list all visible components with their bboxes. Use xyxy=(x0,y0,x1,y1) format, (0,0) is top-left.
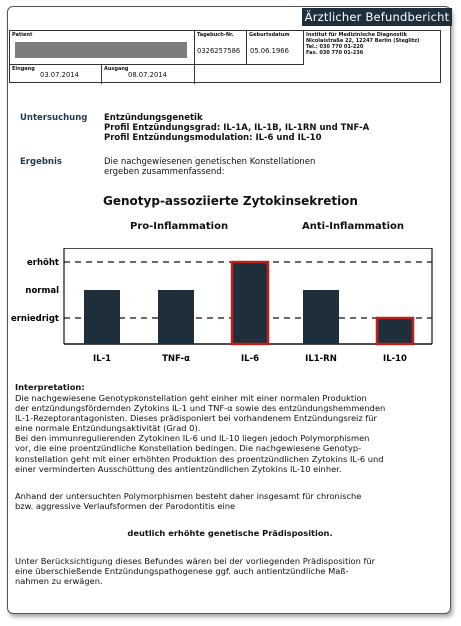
interpretation-line: der entzündungsfördernden Zytokins IL-1 und TNF-α sowie des entzündungshemmenden xyxy=(15,403,386,413)
tagebuch-cell xyxy=(195,31,247,65)
institute-cell xyxy=(304,31,442,84)
ergebnis-label: Ergebnis xyxy=(20,157,62,167)
interpretation-line: Die nachgewiesene Genotypkonstellation geht einher mit einer normalen Produktion xyxy=(15,393,367,403)
patient-header-table xyxy=(9,30,441,83)
category-label: IL-6 xyxy=(240,354,260,364)
ausgang-cell xyxy=(102,65,195,84)
recommendation-line: Unter Berücksichtigung dieses Befundes wären bei der vorliegenden Prädisposition für xyxy=(15,556,376,566)
level-label: normal xyxy=(25,286,59,296)
level-label: erhöht xyxy=(27,258,59,268)
conclusion-emphasis: deutlich erhöhte genetische Prädisposition. xyxy=(127,528,333,538)
tagebuch-label: Tagebuch-Nr. xyxy=(197,32,234,38)
patient-name-redacted xyxy=(15,42,187,58)
group-label-pro: Pro-Inflammation xyxy=(130,221,229,232)
level-label: erniedrigt xyxy=(10,314,59,324)
patient-label: Patient xyxy=(12,32,33,38)
category-label: TNF-α xyxy=(162,354,190,364)
untersuchung-label: Untersuchung xyxy=(20,113,88,123)
chart-bar xyxy=(158,290,194,344)
patient-cell xyxy=(10,31,195,65)
chart-bar xyxy=(303,290,339,344)
ausgang-value: 08.07.2014 xyxy=(128,71,167,79)
category-label: IL-10 xyxy=(383,354,407,364)
interpretation-line: einer verminderten Ausschüttung des antientzündlichen Zytokins IL-10 einher. xyxy=(15,464,342,474)
geburt-cell xyxy=(247,31,304,65)
eingang-label: Eingang xyxy=(12,66,35,72)
interpretation-line: IL-1-Rezeptorantagonisten. Dieses prädisponiert bei vorhandenem Entzündungsreiz für xyxy=(15,413,377,423)
ausgang-label: Ausgang xyxy=(104,66,129,72)
conclusion-line: bzw. aggressive Verlaufsformen der Parodontitis eine xyxy=(15,501,236,511)
institute-line-2: Nicolaistraße 22, 12247 Berlin (Steglitz) xyxy=(306,38,420,44)
chart-title: Genotyp-assoziierte Zytokinsekretion xyxy=(103,194,358,208)
cytokine-chart xyxy=(0,248,461,388)
untersuchung-line-1: Entzündungsgenetik xyxy=(104,113,203,123)
institute-line-3: Tel.: 030 770 01-220 xyxy=(306,44,364,50)
interpretation-line: eine normale Entzündungsaktivität (Grad 0). xyxy=(15,423,201,433)
category-label: IL-1 xyxy=(92,354,112,364)
conclusion-line: Anhand der untersuchten Polymorphismen besteht daher insgesamt für chronische xyxy=(15,491,362,501)
chart-bar xyxy=(84,290,120,344)
institute-line-1: Institut für Medizinische Diagnostik xyxy=(306,32,407,38)
interpretation-line: konstellation geht mit einer erhöhten Produktion des proentzündlichen Zytokins IL-6 und xyxy=(15,454,384,464)
institute-line-4: Fax. 030 770 01-236 xyxy=(306,50,364,56)
geburt-label: Geburtsdatum xyxy=(249,32,290,38)
category-label: IL1-RN xyxy=(305,354,337,364)
tagebuch-value: 0326257586 xyxy=(197,47,241,55)
untersuchung-line-2: Profil Entzündungsgrad: IL-1A, IL-1B, IL-1RN und TNF-A xyxy=(104,123,370,133)
report-title-banner: Ärztlicher Befundbericht xyxy=(302,8,452,26)
interpretation-line: vor, die eine proentzündliche Konstellation bedingen. Die nachgewiesene Genotyp- xyxy=(15,443,362,453)
eingang-value: 03.07.2014 xyxy=(40,71,79,79)
eingang-cell xyxy=(10,65,102,84)
chart-bar xyxy=(377,318,413,344)
untersuchung-line-3: Profil Entzündungsmodulation: IL-6 und IL-10 xyxy=(104,133,322,143)
geburt-value: 05.06.1966 xyxy=(250,47,289,55)
ergebnis-line-2: ergeben zusammenfassend: xyxy=(104,167,225,177)
ergebnis-line-1: Die nachgewiesenen genetischen Konstellationen xyxy=(104,157,316,167)
interpretation-line: Bei den immunregulierenden Zytokinen IL-6 und IL-10 liegen jedoch Polymorphismen xyxy=(15,433,370,443)
chart-bar xyxy=(232,262,268,344)
interpretation-heading: Interpretation: xyxy=(15,382,85,392)
group-label-anti: Anti-Inflammation xyxy=(302,221,405,232)
recommendation-line: nahmen zu erwägen. xyxy=(15,576,103,586)
recommendation-line: eine überschießende Entzündungspathogenese ggf. auch antientzündliche Maß- xyxy=(15,566,349,576)
